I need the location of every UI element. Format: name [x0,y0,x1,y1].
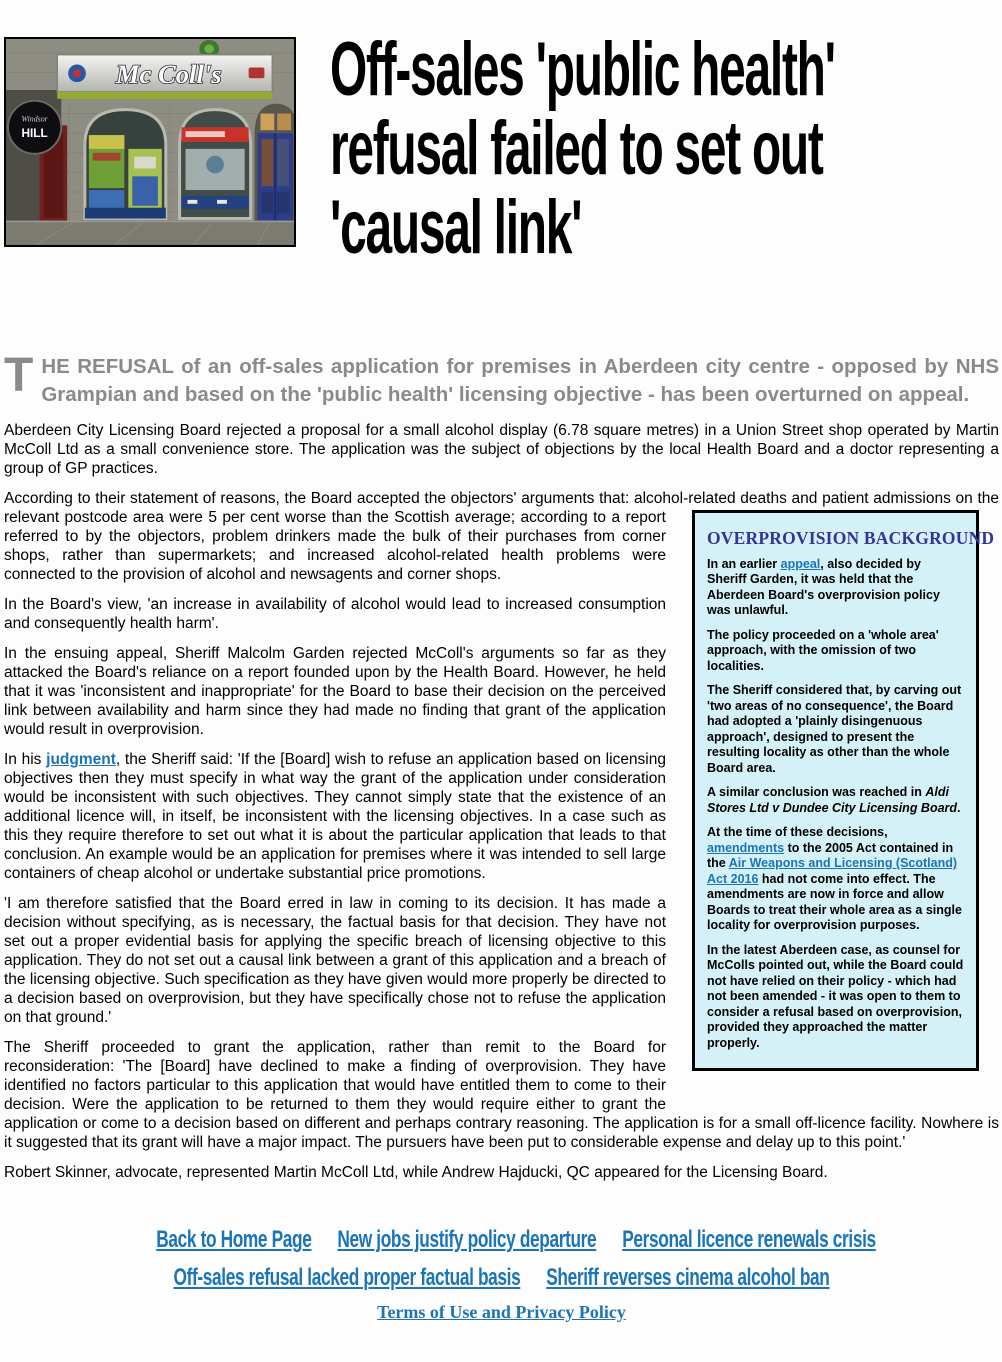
footer-links-row-1 [143,1226,876,1254]
sidebar-paragraph: In the latest Aberdeen case, as counsel for McColls pointed out, while the Board could not have relied on their policy - which had not been amended - it was open to them to consider a refusal based on overprovision, provided they approached the matter properly. [707,942,964,1050]
page-title-line-3: 'causal link' [330,185,582,270]
sidebar-paragraph: A similar conclusion was reached in Aldi Stores Ltd v Dundee City Licensing Board. [707,785,961,815]
page-title [330,27,1002,270]
terms-row [4,1302,999,1323]
paragraph-appeal: In the ensuing appeal, Sheriff Malcolm Garden rejected McColl's arguments so far as they attacked the Board's reliance on a report founded upon by the Health Board. However, he held that it was 'inconsistent and inappropriate' for the Board to base their decision on the perceived link between availability and harm since they had made no finding that grant of the application would result in overprovision. [4,645,666,738]
svg-text:Mc Coll's: Mc Coll's [115,59,222,90]
footer-link-new-jobs[interactable]: New jobs justify policy departure [337,1226,597,1253]
svg-text:HILL: HILL [21,126,48,141]
footer-link-factual-basis[interactable]: Off-sales refusal lacked proper factual basis [173,1264,521,1291]
footer-link-cinema-ban[interactable]: Sheriff reverses cinema alcohol ban [546,1264,830,1291]
paragraph-judgment-quote: In his judgment, the Sheriff said: 'If the [Board] wish to refuse an application based on licensing objectives then they must specify in what way the grant of the application under consideration would be inconsistent with such objectives. They cannot simply state that the existence of an additional licence will, in itself, be inconsistent with the licensing objectives. In a case such as this they require therefore to set out what it is about the particular application that leads to that conclusion. An example would be an application for premises where it was intended to sell large containers of cheap alcohol or undertake substantial price promotions. [4,751,666,882]
inline-link[interactable]: amendments [707,840,785,855]
paragraph-board-view: In the Board's view, 'an increase in availability of alcohol would lead to increased consumption and consequently health harm'. [4,596,666,632]
shopfront-photo-illustration [6,39,294,245]
sidebar-title: OVERPROVISION BACKGROUND [707,528,995,548]
footer-link-renewals-crisis[interactable]: Personal licence renewals crisis [622,1226,876,1253]
paragraph-objections-start: According to their statement of reasons, the Board accepted the objectors' arguments that: alcohol-related deaths and patient [4,490,869,507]
overprovision-sidebar [692,510,995,1071]
page-title-line-2: refusal failed to set out [330,106,823,191]
drop-cap: T [4,349,34,402]
paragraph-erred-in-law: 'I am therefore satisfied that the Board erred in law in coming to its decision. It has made a decision without specifying, as is necessary, the factual basis for that decision. They have not set out a proper evidential basis for applying the specific breach of licensing objective to this application. They do not set out a causal link between a grant of this application and a breach of the licensing objective. Such specification as they have given would more properly be directed to a decision based on overprovision, but they have specifically chose not to refuse the application on that ground.' [4,895,666,1026]
paragraph-grant: The Sheriff proceeded to grant the application, rather than remit to the Board for reconsideration: 'The [Board] have declined to make a finding of overprovision. They have identified no factors particular to this application that would have entitled them to come to their decision. Were the application to be returned to them they would require either to grant the application or come to a decision based on different and perhaps contrary reasoning. The application is for a small off-licence facility. Nowhere is it suggested that its grant will have a major impact. The pursuers have been put to considerable expense and delay up to this point.' [4,1039,999,1151]
article-page [0,27,1002,1323]
masthead [4,27,999,270]
page-title-line-1: Off-sales 'public health' [330,27,835,112]
sidebar-paragraph: The Sheriff considered that, by carving out 'two areas of no consequence', the Board had adopted a 'plainly disingenuous approach', designed to present the resulting locality as other than the whole Board area. [707,683,962,775]
inline-link[interactable]: Air Weapons and Licensing (Scotland) Act 2016 [707,856,958,886]
case-citation: Aldi Stores Ltd v Dundee City Licensing Board [707,785,958,815]
circle-sign [8,101,61,154]
inline-link[interactable]: judgment [46,751,116,768]
shopfront-photo [4,37,296,247]
article-body [4,421,999,1182]
sidebar-paragraph: In an earlier appeal, also decided by Sheriff Garden, it was held that the Aberdeen Board's overprovision policy was unlawful. [707,556,940,617]
footer-link-home[interactable]: Back to Home Page [156,1226,312,1253]
paragraph-counsel: Robert Skinner, advocate, represented Martin McColl Ltd, while Andrew Hajducki, QC appeared for the Licensing Board. [4,1164,828,1181]
terms-link[interactable]: Terms of Use and Privacy Policy [377,1302,626,1322]
paragraph-objections-rest: admissions on the relevant postcode area were 5 per cent worse than the Scottish average; according to a report referred to by the objectors, problem drinkers made the bulk of their purchases from corner shops, rather than supermarkets; and increased alcohol-related health problems were connected to the provision of alcohol and newsagents and corner shops. [4,490,999,583]
lead-text: HE REFUSAL of an off-sales application for premises in Aberdeen city centre - opposed by NHS Grampian and based on the 'public health' licensing objective - has been overturned on appeal. [41,355,999,406]
sidebar-paragraph: The policy proceeded on a 'whole area' approach, with the omission of two localities. [707,627,939,673]
lead-paragraph [4,349,999,409]
footer-links-row-2 [143,1264,859,1292]
svg-text:Windsor: Windsor [21,114,48,124]
paragraph-application: Aberdeen City Licensing Board rejected a proposal for a small alcohol display (6.78 square metres) in a Union Street shop operated by Martin McColl Ltd as a small convenience store. The application was the subject of objections by the local Health Board and a doctor representing a group of GP practices. [4,422,999,477]
sidebar-paragraph: At the time of these decisions, amendments to the 2005 Act contained in the Air Weapons and Licensing (Scotland) Act 2016 had not come into effect. The amendments are now in force and allow Boards to treat their whole area as a single locality for overprovision purposes. [707,825,962,932]
inline-link[interactable]: appeal [780,556,821,571]
footer-nav [4,1226,999,1323]
shop-sign [57,55,272,99]
